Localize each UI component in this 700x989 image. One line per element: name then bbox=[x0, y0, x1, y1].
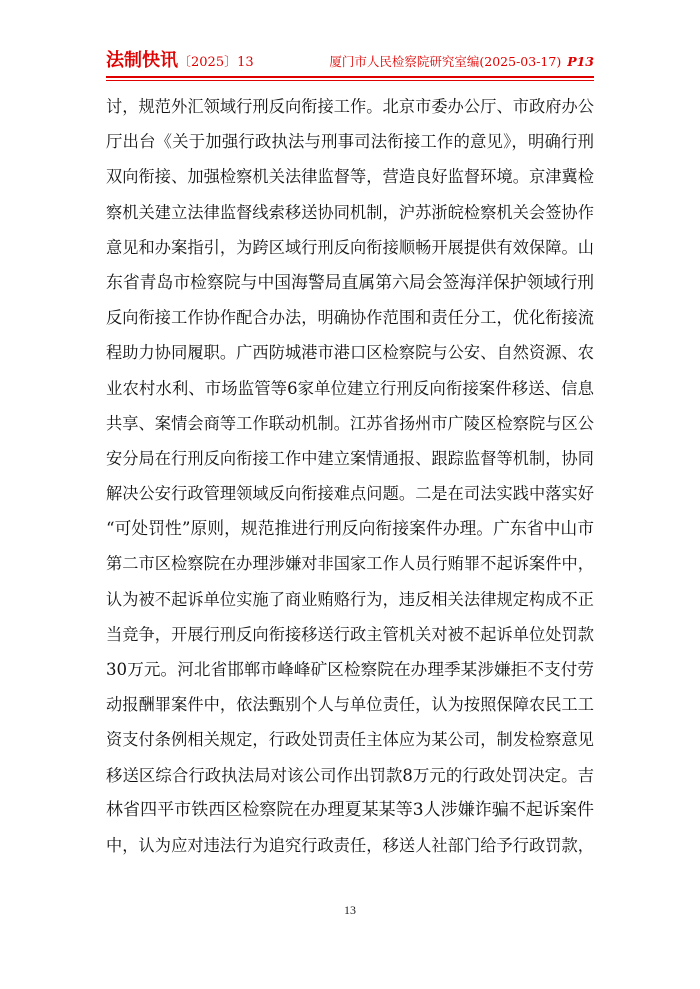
body-line: 资支付条例相关规定，行政处罚责任主体应为某公司，制发检察意见 bbox=[106, 730, 594, 750]
article-body bbox=[106, 89, 594, 863]
body-line: 解决公安行政管理领域反向衔接难点问题。二是在司法实践中落实好 bbox=[106, 484, 594, 504]
header-rule-thick bbox=[106, 76, 594, 78]
body-line: 认为被不起诉单位实施了商业贿赂行为，违反相关法律规定构成不正 bbox=[106, 589, 594, 609]
body-line: 业农村水利、市场监管等6家单位建立行刑反向衔接案件移送、信息 bbox=[106, 378, 594, 398]
body-line: 反向衔接工作协作配合办法，明确协作范围和责任分工，优化衔接流 bbox=[106, 308, 594, 328]
header-rule-thin bbox=[106, 80, 594, 81]
body-line: 30万元。河北省邯郸市峰峰矿区检察院在办理季某涉嫌拒不支付劳 bbox=[106, 660, 594, 679]
publication-title: 法制快讯 bbox=[106, 50, 178, 71]
body-line: 第二市区检察院在办理涉嫌对非国家工作人员行贿罪不起诉案件中， bbox=[106, 554, 594, 574]
body-line: 移送区综合行政执法局对该公司作出罚款8万元的行政处罚决定。吉 bbox=[106, 765, 594, 785]
body-line: “可处罚性”原则，规范推进行刑反向衔接案件办理。广东省中山市 bbox=[106, 518, 594, 539]
issue-number: 〔2025〕13 bbox=[178, 55, 254, 70]
body-line: 共享、案情会商等工作联动机制。江苏省扬州市广陵区检察院与区公 bbox=[106, 413, 594, 433]
publisher-name: 厦门市人民检察院研究室编(2025-03-17) bbox=[329, 54, 562, 69]
page-reference: P13 bbox=[567, 54, 594, 69]
body-line: 意见和办案指引，为跨区域行刑反向衔接顺畅开展提供有效保障。山 bbox=[106, 237, 594, 257]
body-line: 安分局在行刑反向衔接工作中建立案情通报、跟踪监督等机制，协同 bbox=[106, 448, 594, 468]
page-number: 13 bbox=[344, 903, 356, 917]
body-line: 中，认为应对违法行为追究行政责任，移送人社部门给予行政罚款， bbox=[106, 835, 594, 855]
publication-masthead bbox=[106, 50, 254, 74]
body-line: 当竞争，开展行刑反向衔接移送行政主管机关对被不起诉单位处罚款 bbox=[106, 624, 594, 644]
body-line: 东省青岛市检察院与中国海警局直属第六局会签海洋保护领域行刑 bbox=[106, 271, 594, 292]
body-line: 察机关建立法律监督线索移送协同机制，沪苏浙皖检察机关会签协作 bbox=[106, 202, 594, 222]
body-line: 程助力协同履职。广西防城港市港口区检察院与公安、自然资源、农 bbox=[106, 343, 594, 363]
body-line: 讨，规范外汇领域行刑反向衔接工作。北京市委办公厅、市政府办公 bbox=[106, 97, 594, 116]
page-header bbox=[106, 50, 594, 74]
publisher-info bbox=[329, 54, 594, 70]
body-line: 双向衔接、加强检察机关法律监督等，营造良好监督环境。京津冀检 bbox=[106, 167, 594, 187]
body-line: 厅出台《关于加强行政执法与刑事司法衔接工作的意见》，明确行刑 bbox=[106, 132, 594, 152]
body-line: 动报酬罪案件中，依法甄别个人与单位责任，认为按照保障农民工工 bbox=[106, 695, 594, 715]
body-line: 林省四平市铁西区检察院在办理夏某某等3人涉嫌诈骗不起诉案件 bbox=[106, 799, 594, 820]
